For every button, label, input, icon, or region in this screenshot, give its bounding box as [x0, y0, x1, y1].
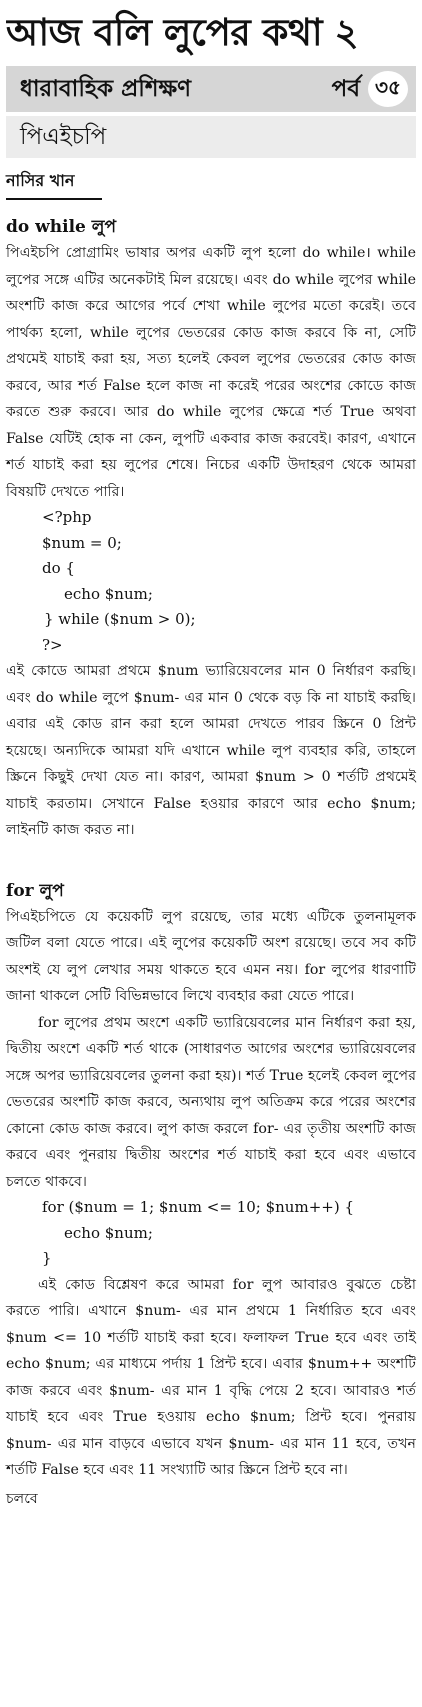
for-parts-paragraph: for লুপের প্রথম অংশে একটি ভ্যারিয়েবলের মান নির্ধারণ করা হয়, দ্বিতীয় অংশে একটি শর্ত থাকে (সাধারণত আগের অংশের ভ্যারিয়েবলের সঙ্গে অপর ভ্যারিয়েবলের তুলনা করা হয়)। শর্ত True হলেই কেবল লুপের ভেতরের অংশটি কাজ করবে, অন্যথায় লুপ অতিক্রম করে পরের অংশের কোনো কোড কাজ করবে। লুপ কাজ করলে for- এর তৃতীয় অংশটি কাজ করবে এবং পুনরায় দ্বিতীয় অংশের শর্ত যাচাই করা হবে এবং এভাবে চলতে থাকবে।: [6, 1014, 416, 1190]
do-while-intro-paragraph: পিএইচপি প্রোগ্রামিং ভাষার অপর একটি লুপ হলো do while। while লুপের সঙ্গে এটির অনেকটাই মিল রয়েছে। এবং do while লুপের while অংশটি কাজ করে আগের পর্বে শেখা while লুপের মতো করেই। তবে পার্থক্য হলো, while লুপের ভেতরের কোড কাজ করবে কি না, সেটি প্রথমেই যাচাই করা হয়, সত্য হলেই কেবল লুপের ভেতরের কোড কাজ করবে, আর শর্ত False হলে কাজ না করেই পরের অংশের কোডে কাজ করতে শুরু করবে। আর do while লুপের ক্ষেত্রে শর্ত True অথবা False যেটিই হোক না কেন, লুপটি একবার কাজ করবেই। কারণ, এখানে শর্ত যাচাই করা হয় লুপের শেষে। নিচের একটি উদাহরণ থেকে আমরা বিষয়টি দেখতে পারি।: [6, 245, 416, 500]
code-line: echo $num;: [64, 1223, 153, 1242]
code-line: <?php: [42, 508, 92, 526]
topic-label: পিএইচপি: [20, 123, 107, 150]
code-line: $num = 0;: [42, 533, 122, 552]
for-intro-paragraph: পিএইচপিতে যে কয়েকটি লুপ রয়েছে, তার মধ্যে এটিকে তুলনামূলক জটিল বলা যেতে পারে। এই লুপের কয়েকটি অংশ রয়েছে। তবে সব কটি অংশই যে লুপ লেখার সময় থাকতে হবে এমন নয়। for লুপের ধারণাটি জানা থাকলে সেটি বিভিন্নভাবে লিখে ব্যবহার করা যেতে পারে।: [6, 908, 416, 1004]
code-line: } while ($num > 0);: [44, 610, 196, 628]
for-analysis-paragraph: এই কোড বিশ্লেষণ করে আমরা for লুপ আবারও বুঝতে চেষ্টা করতে পারি। এখানে $num- এর মান প্রথমে 1 নির্ধারিত হবে এবং $num <= 10 শর্তটি যাচাই করা হবে। ফলাফল True হবে এবং তাই echo $num; এর মাধ্যমে পর্দায় 1 প্রিন্ট হবে। এবার $num++ অংশটি কাজ করবে এবং $num- এর মান 1 বৃদ্ধি পেয়ে 2 হবে। আবারও শর্ত যাচাই হবে এবং True হওয়ায় echo $num; প্রিন্ট হবে। পুনরায় $num- এর মান বাড়বে এভাবে যখন $num- এর মান 11 হবে, তখন শর্তটি False হবে এবং 11 সংখ্যাটি আর স্ক্রিনে প্রিন্ট হবে না।: [6, 1276, 416, 1478]
do-while-explanation-paragraph: এই কোডে আমরা প্রথমে $num ভ্যারিয়েবলের মান 0 নির্ধারণ করছি। এবং do while লুপে $num- এর মান 0 থেকে বড় কি না যাচাই করছি। এবার এই কোড রান করা হলে আমরা দেখতে পারব স্ক্রিনে 0 প্রিন্ট হয়েছে। অন্যদিকে আমরা যদি এখানে while লুপ ব্যবহার করি, তাহলে স্ক্রিনে কিছুই দেখা যেত না। কারণ, আমরা $num > 0 শর্তটি প্রথমেই যাচাই করতাম। সেখানে False হওয়ার কারণে আর echo $num; লাইনটি কাজ করত না।: [6, 663, 416, 838]
series-bar: [6, 66, 416, 112]
continued-note: চলবে: [6, 1490, 38, 1507]
section-title-for: for লুপ: [6, 880, 64, 901]
do-while-code-block: [6, 505, 416, 658]
code-line: for ($num = 1; $num <= 10; $num++) {: [42, 1198, 354, 1216]
author-byline: নাসির খান: [6, 171, 75, 190]
code-line: do {: [42, 559, 75, 577]
episode-indicator: [332, 70, 408, 109]
episode-number-badge: ৩৫: [368, 71, 408, 107]
for-code-block: [6, 1195, 416, 1272]
headline: আজ বলি লুপের কথা ২: [6, 11, 359, 54]
code-line: ?>: [42, 635, 63, 654]
byline-divider: [6, 198, 102, 200]
code-line: echo $num;: [64, 584, 153, 603]
topic-bar: [6, 116, 416, 158]
code-line: }: [42, 1249, 52, 1267]
section-title-do-while: do while লুপ: [6, 217, 116, 237]
episode-label: পর্ব: [331, 75, 360, 102]
series-label: ধারাবাহিক প্রশিক্ষণ: [20, 75, 192, 102]
